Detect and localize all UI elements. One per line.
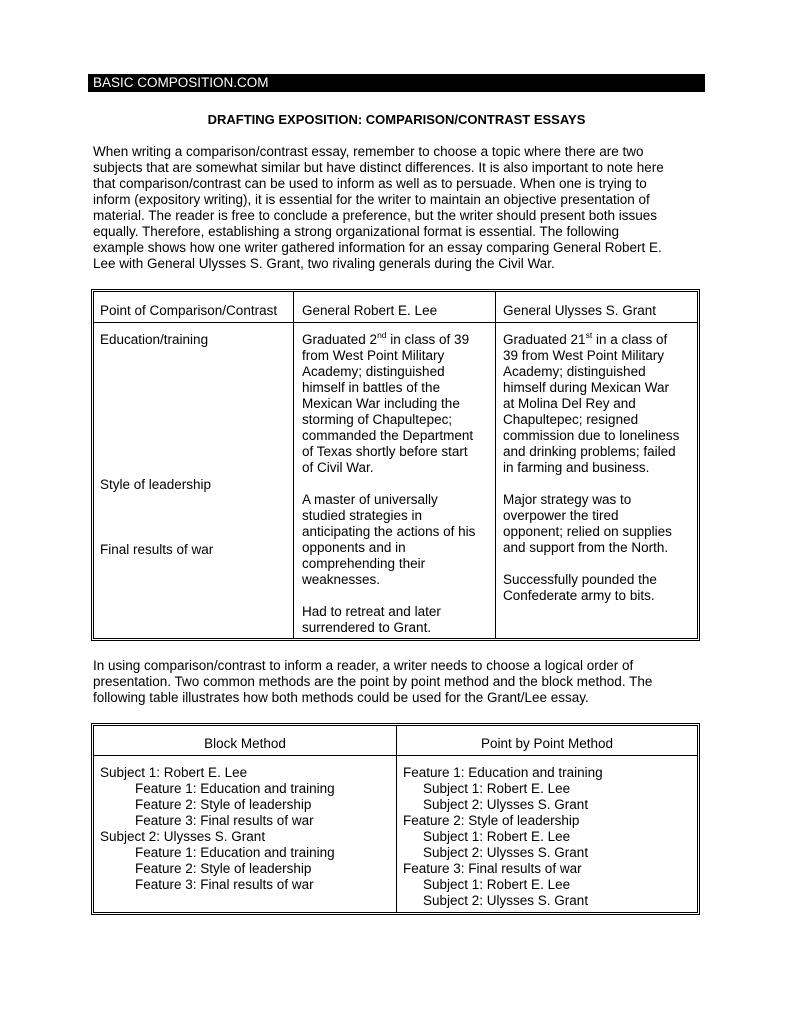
block-outline-item: Feature 1: Education and training: [135, 781, 335, 796]
grant-education-line: and drinking problems; failed: [503, 444, 676, 459]
lee-education-line: Mexican War including the: [302, 396, 460, 411]
header-point-of-comparison: Point of Comparison/Contrast: [100, 303, 278, 318]
grant-leadership-line: opponent; relied on supplies: [503, 524, 672, 539]
header-lee: General Robert E. Lee: [302, 303, 438, 318]
methods-line: presentation. Two common methods are the point by point method and the block method. The: [93, 674, 653, 689]
block-outline-item: Feature 1: Education and training: [135, 845, 335, 860]
grant-education-line: Chapultepec; resigned: [503, 412, 639, 427]
grant-leadership-line: overpower the tired: [503, 508, 619, 523]
point-outline-item: Subject 2: Ulysses S. Grant: [423, 845, 589, 860]
intro-line: that comparison/contrast can be used to inform as well as to persuade. When one is trying to: [93, 176, 647, 191]
point-outline-item: Subject 1: Robert E. Lee: [423, 829, 571, 844]
header-block-method: Block Method: [204, 736, 286, 751]
methods-paragraph: [93, 658, 713, 706]
grant-education-line: in farming and business.: [503, 460, 650, 475]
block-outline-item: Subject 1: Robert E. Lee: [100, 765, 248, 780]
lee-column: [302, 329, 476, 636]
intro-line: equally. Therefore, establishing a strong organizational format is essential. The following: [93, 224, 620, 239]
lee-leadership-line: anticipating the actions of his: [302, 524, 476, 539]
table-header-divider: [94, 755, 697, 756]
lee-results-line: surrendered to Grant.: [302, 620, 432, 635]
intro-paragraph: [93, 144, 713, 272]
point-outline-item: Feature 2: Style of leadership: [403, 813, 580, 828]
lee-education-line: of Civil War.: [302, 460, 374, 475]
point-education: Education/training: [100, 332, 209, 347]
grant-rank-suffix: st: [585, 329, 593, 340]
lee-education-first-line: [302, 329, 475, 348]
lee-education-line: commanded the Department: [302, 428, 474, 443]
grant-results-line: Successfully pounded the: [503, 572, 657, 587]
lee-leadership-line: A master of universally: [302, 492, 438, 507]
lee-leadership-line: weaknesses.: [302, 572, 381, 587]
grant-education-text: Graduated 21: [503, 332, 586, 347]
lee-leadership-line: studied strategies in: [302, 508, 423, 523]
methods-line: In using comparison/contrast to inform a reader, a writer needs to choose a logical order of: [93, 658, 634, 673]
lee-education-line: storming of Chapultepec;: [302, 412, 453, 427]
document-title: DRAFTING EXPOSITION: COMPARISON/CONTRAST ESSAYS: [207, 112, 586, 127]
intro-line: example shows how one writer gathered information for an essay comparing General Robert E.: [93, 240, 662, 255]
header-grant: General Ulysses S. Grant: [503, 303, 657, 318]
block-outline-item: Feature 3: Final results of war: [135, 877, 314, 892]
grant-leadership-line: Major strategy was to: [503, 492, 632, 507]
grant-education-line: 39 from West Point Military: [503, 348, 665, 363]
grant-column: [503, 329, 680, 604]
table-header-divider: [94, 322, 697, 323]
grant-education-first-line: [503, 329, 679, 348]
methods-table: [91, 723, 700, 915]
lee-education-line: Academy; distinguished: [302, 364, 445, 379]
lee-education-text: Graduated 2: [302, 332, 378, 347]
block-method-outline: [100, 765, 335, 893]
point-outline-item: Feature 1: Education and training: [403, 765, 603, 780]
lee-leadership-line: comprehending their: [302, 556, 426, 571]
grant-education-line: at Molina Del Rey and: [503, 396, 636, 411]
block-outline-item: Feature 3: Final results of war: [135, 813, 314, 828]
lee-education-line: from West Point Military: [302, 348, 445, 363]
table-column-divider: [495, 292, 496, 638]
point-results: Final results of war: [100, 542, 214, 557]
lee-results-line: Had to retreat and later: [302, 604, 441, 619]
intro-line: subjects that are somewhat similar but have distinct differences. It is also important to note here: [93, 160, 664, 175]
point-outline-item: Subject 1: Robert E. Lee: [423, 781, 571, 796]
table-column-divider: [293, 292, 294, 638]
intro-line: inform (expository writing), it is essential for the writer to maintain an objective presentation of: [93, 192, 650, 207]
point-outline-item: Subject 2: Ulysses S. Grant: [423, 893, 589, 908]
grant-leadership-line: and support from the North.: [503, 540, 669, 555]
lee-education-line: of Texas shortly before start: [302, 444, 468, 459]
grant-education-line: himself during Mexican War: [503, 380, 670, 395]
block-outline-item: Subject 2: Ulysses S. Grant: [100, 829, 266, 844]
lee-rank-suffix: nd: [377, 329, 387, 340]
grant-education-text: in a class of: [592, 332, 668, 347]
point-outline-item: Subject 2: Ulysses S. Grant: [423, 797, 589, 812]
block-outline-item: Feature 2: Style of leadership: [135, 797, 312, 812]
site-header-bar: [88, 74, 705, 92]
lee-education-text: in class of 39: [386, 332, 470, 347]
site-name: BASIC COMPOSITION.COM: [93, 75, 269, 90]
point-outline-item: Feature 3: Final results of war: [403, 861, 582, 876]
table-column-divider: [396, 726, 397, 912]
intro-line: material. The reader is free to conclude a preference, but the writer should present both issues: [93, 208, 658, 223]
grant-results-line: Confederate army to bits.: [503, 588, 655, 603]
lee-education-line: himself in battles of the: [302, 380, 441, 395]
methods-line: following table illustrates how both methods could be used for the Grant/Lee essay.: [93, 690, 589, 705]
lee-leadership-line: opponents and in: [302, 540, 406, 555]
grant-education-line: Academy; distinguished: [503, 364, 646, 379]
point-outline-item: Subject 1: Robert E. Lee: [423, 877, 571, 892]
intro-line: When writing a comparison/contrast essay, remember to choose a topic where there are two: [93, 144, 644, 159]
block-outline-item: Feature 2: Style of leadership: [135, 861, 312, 876]
point-method-outline: [403, 765, 603, 909]
intro-line: Lee with General Ulysses S. Grant, two rivaling generals during the Civil War.: [93, 256, 555, 271]
point-leadership: Style of leadership: [100, 477, 212, 492]
grant-education-line: commission due to loneliness: [503, 428, 680, 443]
comparison-table: [91, 289, 700, 641]
header-point-by-point-method: Point by Point Method: [480, 736, 614, 751]
